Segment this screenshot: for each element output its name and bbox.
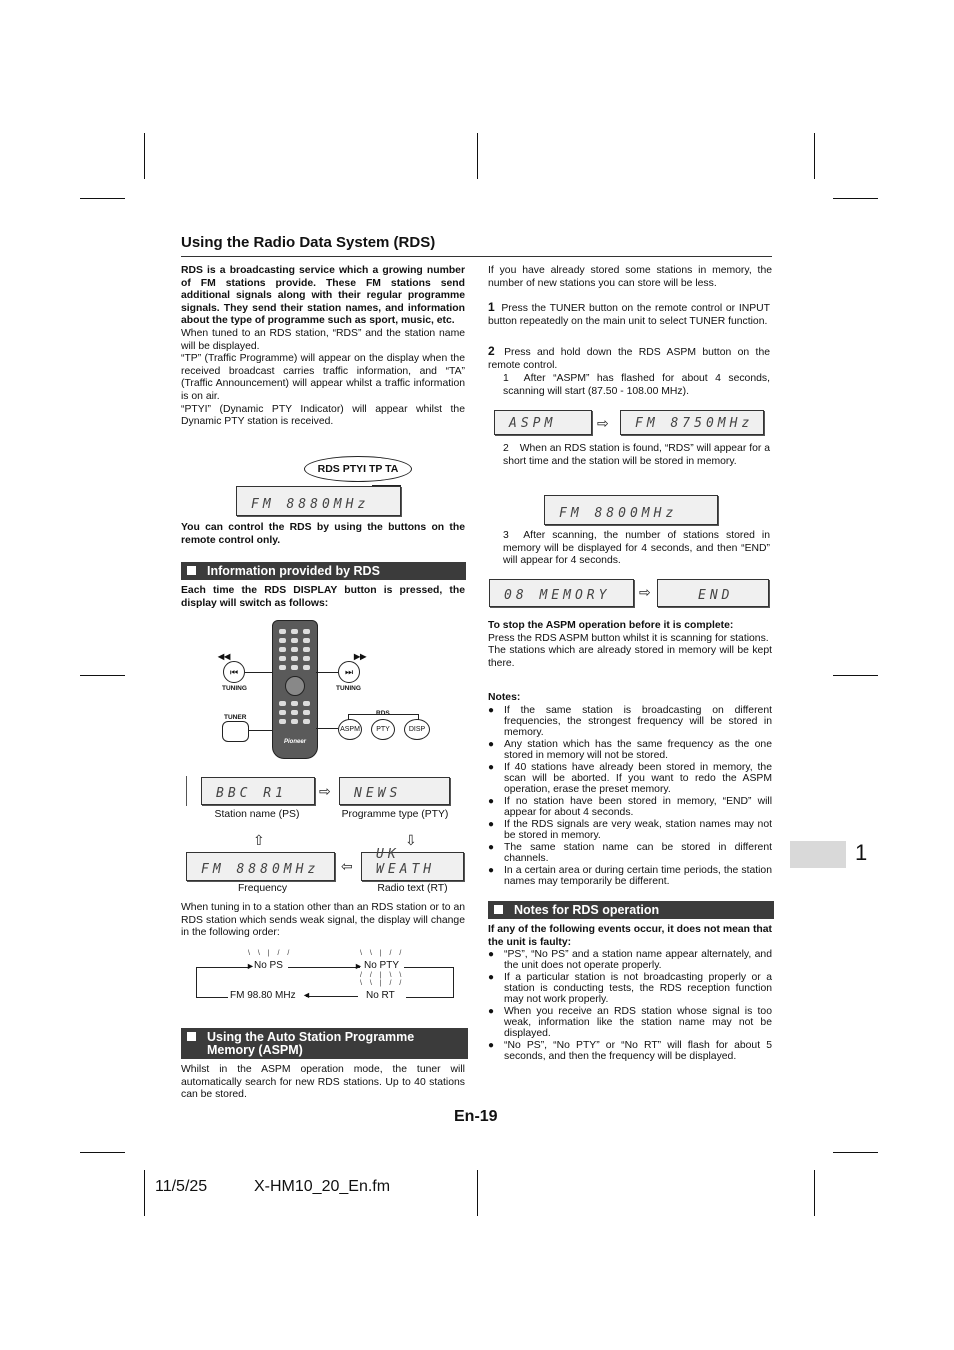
lcd-end <box>657 579 769 607</box>
stop-title: To stop the ASPM operation before it is complete: <box>488 620 734 631</box>
list-item: ● If a particular station is not broadcasting properly or a station is conducting tests, the RDS reception function may not work properly. <box>488 972 772 1005</box>
section-notes-rds <box>488 901 774 919</box>
flash-icon: \ \ | / / <box>248 950 293 957</box>
notes-title: Notes: <box>488 692 521 703</box>
step-number: 2 <box>488 344 495 358</box>
caption-frequency: Frequency <box>237 883 288 894</box>
remote-control <box>272 620 318 759</box>
lcd-text: END <box>698 588 734 603</box>
right-arrow-icon: ⇨ <box>639 584 651 600</box>
pty-label: PTY <box>376 726 390 733</box>
rew-icon: ◀◀ <box>218 652 231 661</box>
step-1 <box>488 301 770 328</box>
list-item: ● When you receive an RDS station whose signal is too weak, information like the station name may not be displayed. <box>488 1006 772 1039</box>
section-square-icon <box>187 566 196 575</box>
flow-no-pty: No PTY <box>364 960 400 971</box>
lcd-radio-text <box>361 847 464 881</box>
indicator-label: RDS PTYI TP TA <box>317 463 399 475</box>
lcd-text: FM 8750MHz <box>635 416 754 431</box>
lcd-text: FM 8880MHz <box>251 497 370 512</box>
list-item: ● The same station name can be stored in different channels. <box>488 842 772 864</box>
step-text: Press the TUNER button on the remote control or INPUT button repeatedly on the main unit to select TUNER function. <box>488 303 770 327</box>
aspm-button[interactable] <box>338 719 362 740</box>
crop-mark <box>80 198 125 199</box>
intro-p1: When tuned to an RDS station, “RDS” and the station name will be displayed. <box>181 327 465 352</box>
tuning-right-label: TUNING <box>336 685 361 692</box>
crop-mark <box>144 1170 145 1216</box>
up-arrow-icon: ⇧ <box>253 832 265 848</box>
substep-text: When an RDS station is found, “RDS” will appear for a short time and the station will be stored in memory. <box>503 443 771 467</box>
left-arrow-icon: ⇦ <box>341 858 353 874</box>
crop-mark <box>80 675 125 676</box>
tuning-up-button[interactable]: ⏭ <box>338 661 360 683</box>
stop-section <box>488 620 772 670</box>
lcd-found <box>544 495 718 525</box>
flow-diagram: No PS \ \ | / / No PTY \ \ | / / / / | \ \ No RT \ \ | / / FM 98.80 MHz ► ◄ ► <box>196 952 456 1002</box>
flash-icon: / / | \ \ <box>360 972 405 979</box>
right-intro: If you have already stored some stations in memory, the number of new stations you can store will be less. <box>488 265 772 289</box>
lcd-memory <box>489 579 634 607</box>
crop-mark <box>477 133 478 179</box>
caption-rt: Radio text (RT) <box>377 883 448 894</box>
footer-date: 11/5/25 <box>155 1178 208 1195</box>
cycle-marker <box>186 776 187 806</box>
step-2 <box>488 345 770 372</box>
sec3-intro: If any of the following events occur, it does not mean that the unit is faulty: <box>488 924 772 948</box>
lcd-text: ASPM <box>509 416 557 431</box>
lcd-programme-type <box>339 777 450 805</box>
caption-pty: Programme type (PTY) <box>341 809 449 820</box>
substep-text: After “ASPM” has flashed for about 4 seconds, scanning will start (87.50 - 108.00 MHz). <box>503 373 770 397</box>
lcd-text: UK WEATH <box>376 847 436 877</box>
footer-file: X-HM10_20_En.fm <box>254 1178 391 1195</box>
list-item: ● If 40 stations have already been stored in memory, the scan will be aborted. If you want to redo the ASPM operation, erase the preset memory. <box>488 762 772 795</box>
substep-2 <box>503 443 770 468</box>
aspm-label: ASPM <box>340 726 360 733</box>
weak-signal-text: When tuning in to a station other than an RDS station or to an RDS station which sends weak signal, the display will change in the following order: <box>181 902 465 939</box>
leader-line <box>248 730 272 731</box>
leader-line <box>316 728 338 729</box>
tuning-down-button[interactable]: ⏮ <box>223 661 245 683</box>
page-title: Using the Radio Data System (RDS) <box>181 234 436 251</box>
crop-mark <box>833 1152 878 1153</box>
notes-section <box>488 692 772 888</box>
flow-frequency: FM 98.80 MHz <box>230 990 296 1001</box>
ff-icon: ▶▶ <box>354 652 367 661</box>
remote-note: You can control the RDS by using the buttons on the remote control only. <box>181 522 465 546</box>
title-rule <box>181 256 772 257</box>
intro-bold: RDS is a broadcasting service which a growing number of FM stations provide. These FM stations send additional signals along with their regular programme signals. They send their station names, and information about the type of programme such as sport, music, etc. <box>181 265 465 327</box>
section-info-rds <box>181 562 466 580</box>
list-item: ● “PS”, “No PS” and a station name appear alternately, and the unit does not operate properly. <box>488 949 772 971</box>
flash-icon: \ \ | / / <box>360 950 405 957</box>
notes-list <box>488 949 772 1062</box>
crop-mark <box>833 675 878 676</box>
stop-p2: The stations which are already stored in memory will be kept there. <box>488 645 772 669</box>
rds-group-label: RDS <box>376 710 390 717</box>
section-square-icon <box>494 905 503 914</box>
tuning-left-label: TUNING <box>222 685 247 692</box>
flow-no-rt: No RT <box>366 990 395 1001</box>
right-arrow-icon: ⇨ <box>597 415 609 431</box>
lcd-frequency-cycle <box>186 852 335 881</box>
intro-p2: “TP” (Traffic Programme) will appear on the display when the received broadcast carries traffic information, and “TA” (Traffic Announcement) will appear whilst a traffic information is on air. <box>181 353 465 402</box>
down-arrow-icon: ⇩ <box>405 832 417 848</box>
leader-line <box>245 672 272 673</box>
list-item: ● If no station have been stored in memory, “END” will appear for about 4 seconds. <box>488 796 772 818</box>
indicator-balloon <box>304 456 412 482</box>
step-text: Press and hold down the RDS ASPM button on the remote control. <box>488 347 771 371</box>
notes-list <box>488 705 772 887</box>
section-title-line2: Memory (ASPM) <box>207 1043 303 1057</box>
lcd-text: FM 8800MHz <box>559 506 678 521</box>
section-title: Information provided by RDS <box>207 564 380 578</box>
crop-mark <box>80 1152 125 1153</box>
leader-line <box>316 672 338 673</box>
section-aspm <box>181 1028 468 1059</box>
flash-icon: \ \ | / / <box>360 980 405 987</box>
step-number: 1 <box>488 300 495 314</box>
rds-operation-notes <box>488 924 772 1063</box>
substep-number: 2 <box>503 443 509 454</box>
section-title: Notes for RDS operation <box>514 903 660 917</box>
tuner-label: TUNER <box>224 714 247 721</box>
lcd-scanning <box>620 410 764 435</box>
left-intro <box>181 265 465 429</box>
substep-number: 1 <box>503 373 509 384</box>
lcd-frequency <box>236 486 401 516</box>
list-item: ● If the same station is broadcasting on different frequencies, the strongest frequency will be stored in memory. <box>488 705 772 738</box>
sec1-intro: Each time the RDS DISPLAY button is pressed, the display will switch as follows: <box>181 585 465 609</box>
list-item: ● Any station which has the same frequency as the one stored in memory will not be stored. <box>488 739 772 761</box>
right-arrow-icon: ⇨ <box>319 783 331 799</box>
list-item: ● “No PS”, “No PTY” or “No RT” will flash for about 5 seconds, and then the frequency will be displayed. <box>488 1040 772 1062</box>
crop-mark <box>814 133 815 179</box>
substep-number: 3 <box>503 530 509 541</box>
intro-p3: “PTYI” (Dynamic PTY Indicator) will appear whilst the Dynamic PTY station is received. <box>181 403 465 428</box>
list-item: ● If the RDS signals are very weak, station names may not be stored in memory. <box>488 819 772 841</box>
crop-mark <box>144 133 145 179</box>
lcd-text: FM 8880MHz <box>201 862 320 877</box>
crop-mark <box>814 1170 815 1216</box>
chapter-tab <box>790 841 846 868</box>
section-title-line1: Using the Auto Station Programme <box>207 1030 415 1044</box>
crop-mark <box>477 1170 478 1216</box>
disp-button[interactable] <box>404 719 430 740</box>
substep-text: After scanning, the number of stations stored in memory will be displayed for 4 seconds, and then “END” will appear for 4 seconds. <box>503 530 770 567</box>
caption-ps: Station name (PS) <box>214 809 300 820</box>
tuner-button[interactable] <box>222 721 249 742</box>
pty-button[interactable] <box>371 719 395 740</box>
substep-3 <box>503 530 770 568</box>
brand-logo: Pioneer <box>283 739 306 745</box>
crop-mark <box>833 198 878 199</box>
chapter-number: 1 <box>855 840 868 865</box>
lcd-aspm <box>494 410 592 435</box>
stop-p1: Press the RDS ASPM button whilst it is scanning for stations. <box>488 632 769 644</box>
lcd-station-name <box>201 777 315 805</box>
aspm-text: Whilst in the ASPM operation mode, the tuner will automatically search for new RDS stations. Up to 40 stations can be stored. <box>181 1064 465 1101</box>
lcd-text: 08 MEMORY <box>504 588 611 603</box>
disp-label: DISP <box>408 726 426 733</box>
section-square-icon <box>187 1032 196 1041</box>
lcd-text: BBC R1 <box>216 786 287 801</box>
lcd-text: NEWS <box>354 786 402 801</box>
flow-no-ps: No PS <box>254 960 283 971</box>
substep-1 <box>503 373 770 398</box>
list-item: ● In a certain area or during certain time periods, the station names may temporarily be different. <box>488 865 772 887</box>
page-number: En-19 <box>454 1108 498 1125</box>
